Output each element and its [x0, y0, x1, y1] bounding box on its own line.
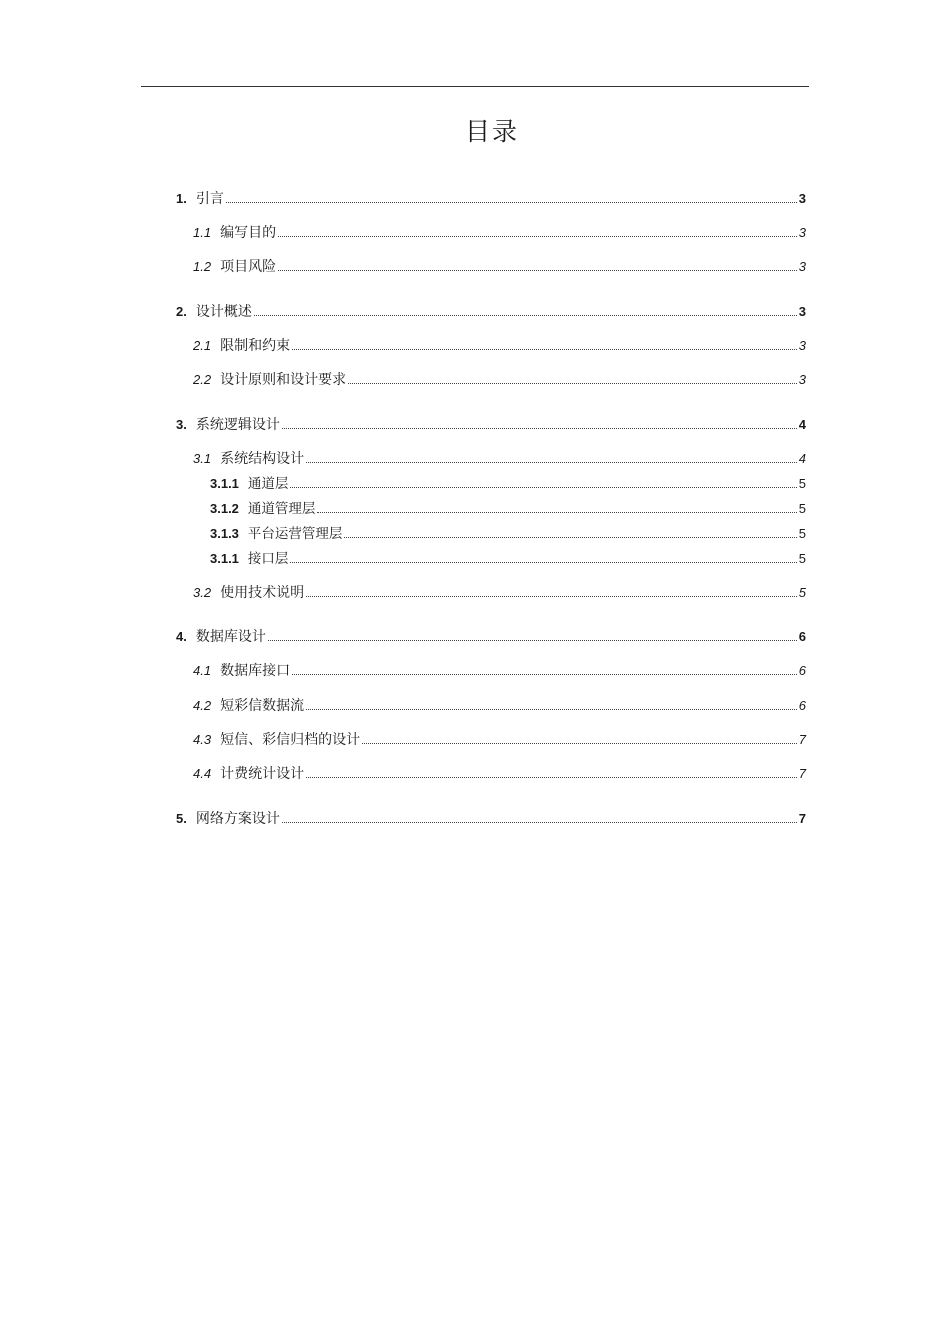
dot-leader [290, 487, 796, 488]
toc-entry-number: 3.1 [193, 451, 212, 466]
toc-entry-3-1-1-interface[interactable] [210, 550, 806, 568]
toc-entry-page: 7 [798, 766, 806, 781]
toc-entry-text: 使用技术说明 [220, 585, 305, 601]
toc-entry-page: 5 [798, 551, 806, 566]
toc-entry-text: 系统结构设计 [220, 451, 305, 467]
dot-leader [306, 777, 797, 778]
toc-entry-page: 4 [798, 451, 806, 466]
toc-entry-number: 3.1.1 [210, 476, 239, 491]
toc-entry-1-1[interactable] [193, 224, 806, 242]
toc-entry-4-1[interactable] [193, 662, 806, 680]
toc-entry-number: 3. [176, 417, 187, 432]
toc-entry-number: 3.1.1 [210, 551, 239, 566]
toc-entry-3-1-2[interactable] [210, 500, 806, 518]
toc-entry-number: 4. [176, 629, 187, 644]
toc-entry-number: 3.1.2 [210, 501, 239, 516]
toc-entry-page: 5 [798, 526, 806, 541]
toc-entry-page: 7 [798, 732, 806, 747]
toc-entry-number: 2.2 [193, 372, 212, 387]
toc-entry-number: 3.1.3 [210, 526, 239, 541]
toc-entry-4-2[interactable] [193, 697, 806, 715]
toc-title: 目录 [464, 117, 519, 146]
toc-entry-number: 5. [176, 811, 187, 826]
toc-entry-number: 1.1 [193, 225, 212, 240]
toc-entry-text: 引言 [195, 191, 224, 207]
toc-entry-text: 设计概述 [195, 304, 252, 320]
toc-entry-page: 3 [798, 372, 806, 387]
toc-entry-number: 4.3 [193, 732, 212, 747]
toc-entry-text: 限制和约束 [220, 338, 291, 354]
toc-entry-5[interactable] [176, 810, 806, 828]
toc-entry-text: 平台运营管理层 [247, 526, 343, 542]
toc-entry-number: 2. [176, 304, 187, 319]
toc-entry-page: 3 [798, 259, 806, 274]
toc-entry-page: 5 [798, 501, 806, 516]
toc-entry-number: 4.2 [193, 698, 212, 713]
toc-entry-text: 接口层 [247, 551, 289, 567]
toc-entry-text: 数据库设计 [195, 629, 266, 645]
dot-leader [344, 537, 796, 538]
toc-entry-page: 3 [798, 191, 806, 206]
toc-entry-2-2[interactable] [193, 371, 806, 389]
toc-entry-text: 设计原则和设计要求 [220, 372, 347, 388]
toc-entry-4[interactable] [176, 628, 806, 646]
toc-entry-page: 3 [798, 225, 806, 240]
toc-entry-3-1-1[interactable] [210, 475, 806, 493]
toc-entry-1[interactable] [176, 190, 806, 208]
toc-entry-3[interactable] [176, 416, 806, 434]
toc-entry-number: 3.2 [193, 585, 212, 600]
dot-leader [282, 428, 797, 429]
dot-leader [278, 270, 797, 271]
toc-entry-text: 短彩信数据流 [220, 698, 305, 714]
dot-leader [306, 709, 797, 710]
dot-leader [290, 562, 796, 563]
toc-entry-3-1[interactable] [193, 450, 806, 468]
dot-leader [306, 462, 797, 463]
toc-entry-page: 5 [798, 476, 806, 491]
toc-entry-number: 1.2 [193, 259, 212, 274]
dot-leader [306, 596, 797, 597]
toc-entry-page: 3 [798, 304, 806, 319]
toc-entry-page: 7 [798, 811, 806, 826]
toc-entry-number: 2.1 [193, 338, 212, 353]
toc-entry-text: 项目风险 [220, 259, 277, 275]
toc-entry-2[interactable] [176, 303, 806, 321]
header-rule [141, 86, 809, 87]
toc-entry-page: 3 [798, 338, 806, 353]
toc-entry-number: 4.4 [193, 766, 212, 781]
toc-entry-text: 计费统计设计 [220, 766, 305, 782]
toc-entry-text: 短信、彩信归档的设计 [220, 732, 361, 748]
dot-leader [268, 640, 797, 641]
toc-entry-page: 6 [798, 698, 806, 713]
dot-leader [254, 315, 797, 316]
toc-entry-text: 通道层 [247, 476, 289, 492]
toc-entry-1-2[interactable] [193, 258, 806, 276]
toc-entry-3-2[interactable] [193, 584, 806, 602]
toc-entry-page: 6 [798, 663, 806, 678]
toc-entry-4-4[interactable] [193, 765, 806, 783]
toc-entry-text: 通道管理层 [247, 501, 316, 517]
dot-leader [292, 674, 797, 675]
toc-entry-page: 6 [798, 629, 806, 644]
toc-entry-2-1[interactable] [193, 337, 806, 355]
toc-entry-text: 系统逻辑设计 [195, 417, 280, 433]
dot-leader [282, 822, 797, 823]
dot-leader [226, 202, 797, 203]
dot-leader [317, 512, 796, 513]
toc-entry-text: 网络方案设计 [195, 811, 280, 827]
toc-entry-page: 5 [798, 585, 806, 600]
toc-entry-page: 4 [798, 417, 806, 432]
toc-entry-text: 编写目的 [220, 225, 277, 241]
dot-leader [292, 349, 797, 350]
toc-entry-3-1-3[interactable] [210, 525, 806, 543]
dot-leader [348, 383, 797, 384]
toc-entry-number: 4.1 [193, 663, 212, 678]
dot-leader [278, 236, 797, 237]
toc-entry-text: 数据库接口 [220, 663, 291, 679]
toc-entry-number: 1. [176, 191, 187, 206]
toc-entry-4-3[interactable] [193, 731, 806, 749]
dot-leader [362, 743, 797, 744]
